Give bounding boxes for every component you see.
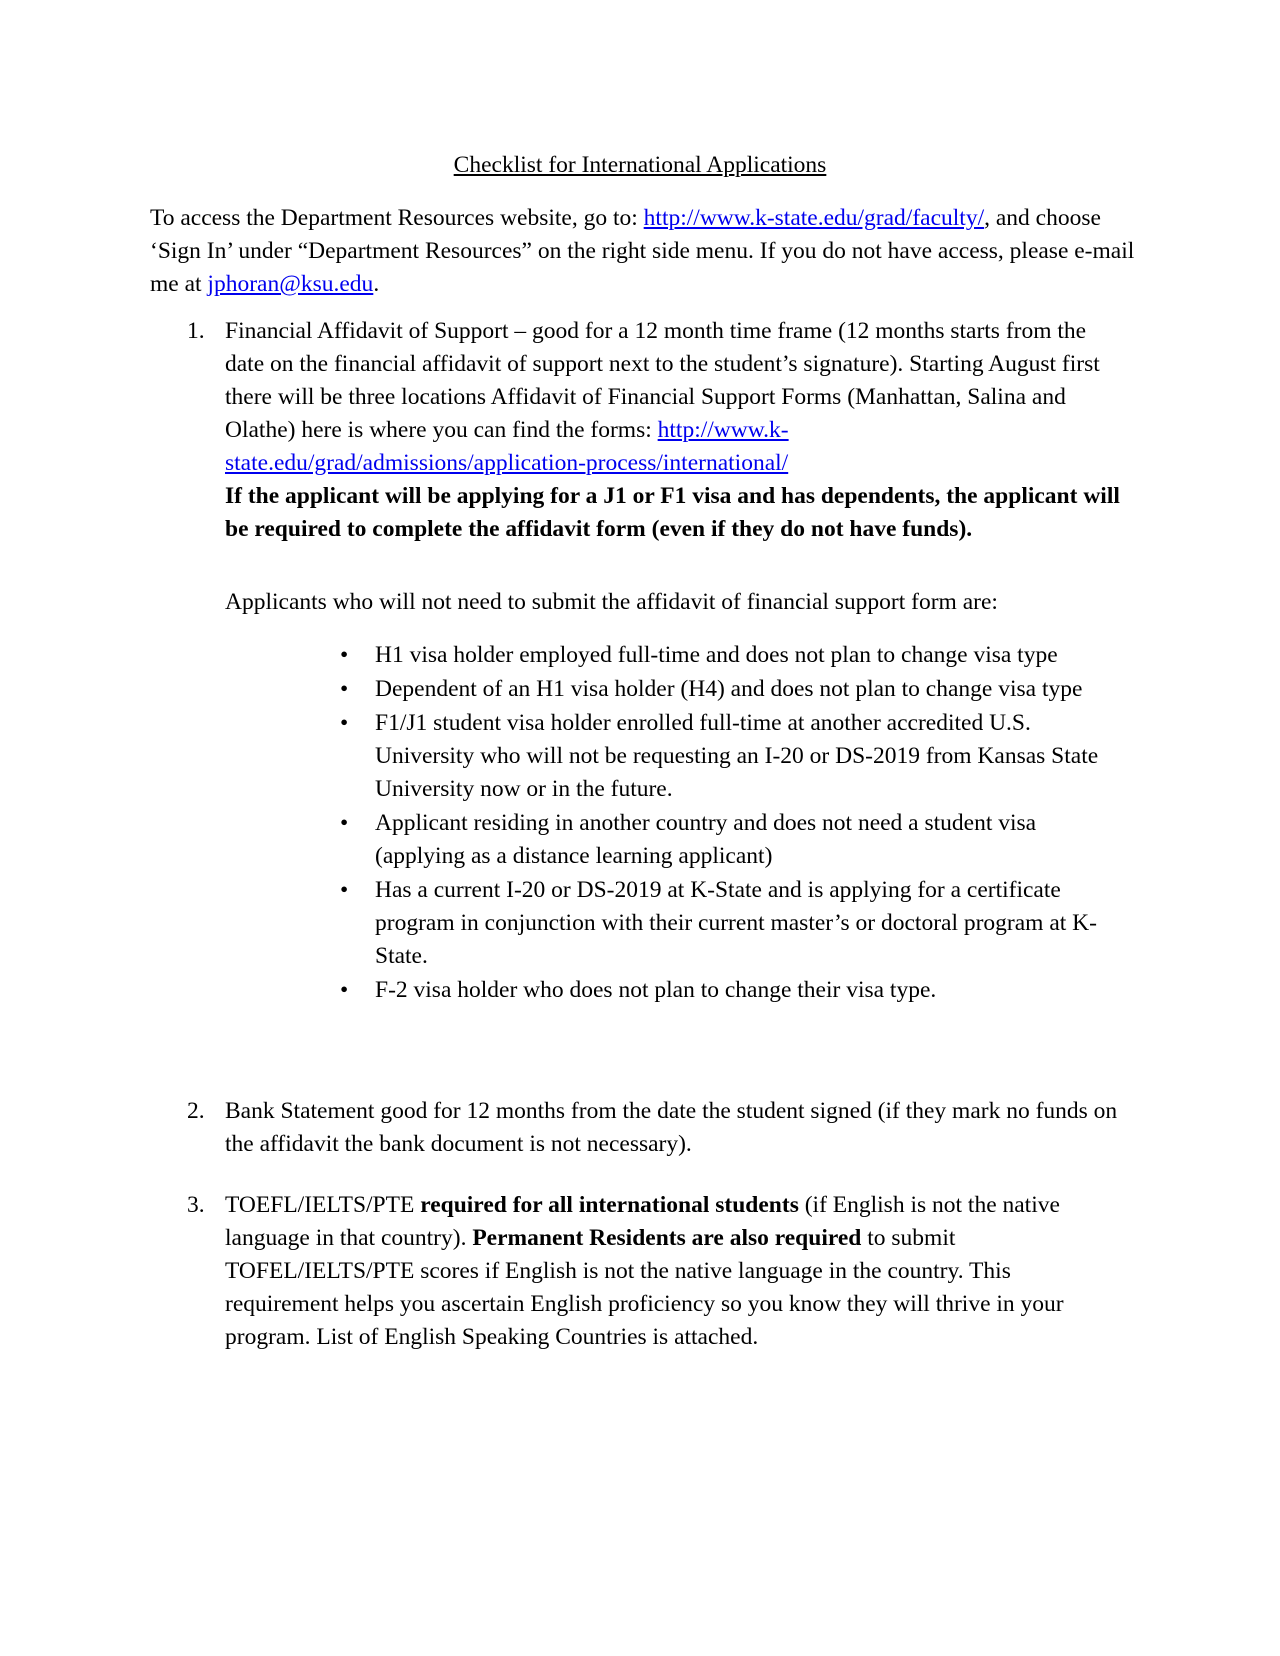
list-item <box>340 673 1125 706</box>
list-item-text: F-2 visa holder who does not plan to change their visa type. <box>375 977 937 1003</box>
intro-text-3: . <box>373 271 380 297</box>
list-item <box>340 707 1125 806</box>
item-description: Bank Statement good for 12 months from the date the student signed (if they mark no funds on the affidavit the bank document is not necessary). <box>225 1098 1118 1157</box>
list-item-text: Has a current I-20 or DS-2019 at K-State and is applying for a certificate program in conjunction with their current master’s or doctoral program at K-State. <box>375 877 1097 969</box>
item-english-proficiency <box>225 1189 1130 1354</box>
bullet-icon: • <box>340 977 349 1003</box>
bullet-icon: • <box>340 676 349 702</box>
intro-paragraph <box>150 202 1140 301</box>
list-item-text: Applicant residing in another country and does not need a student visa (applying as a distance learning applicant) <box>375 810 1037 869</box>
dependents-note: If the applicant will be applying for a J1 or F1 visa and has dependents, the applicant will be required to complete the affidavit form (even if they do not have funds). <box>225 483 1120 542</box>
item-text-segment: to submit TOFEL/IELTS/PTE scores if English is not the native language in the country. This requirement helps you ascertain English proficiency so you know they will thrive in your program. List of English Speaking Countries is attached. <box>225 1225 1064 1350</box>
item-number: 3. <box>187 1192 205 1218</box>
international-forms-link[interactable]: http://www.k-state.edu/grad/admissions/application-process/international/ <box>225 417 789 476</box>
list-item <box>340 874 1125 973</box>
item-number: 1. <box>187 318 205 344</box>
bullet-icon: • <box>340 642 349 668</box>
exempt-intro: Applicants who will not need to submit the affidavit of financial support form are: <box>225 589 998 615</box>
list-item <box>340 807 1125 873</box>
item-bold-segment: required for all international students <box>420 1192 799 1218</box>
bullet-icon: • <box>340 810 349 836</box>
bullet-icon: • <box>340 710 349 736</box>
faculty-resources-link[interactable]: http://www.k-state.edu/grad/faculty/ <box>643 205 985 231</box>
item-number: 2. <box>187 1098 205 1124</box>
exempt-list <box>340 639 1125 1008</box>
bullet-icon: • <box>340 877 349 903</box>
list-item <box>340 639 1125 672</box>
list-item-text: F1/J1 student visa holder enrolled full-time at another accredited U.S. University who will not be requesting an I-20 or DS-2019 from Kansas State University now or in the future. <box>375 710 1099 802</box>
list-item-text: H1 visa holder employed full-time and does not plan to change visa type <box>375 642 1058 668</box>
item-text-segment: TOEFL/IELTS/PTE <box>225 1192 421 1218</box>
contact-email-link[interactable]: jphoran@ksu.edu <box>207 271 374 297</box>
intro-text-1: To access the Department Resources website, go to: <box>150 205 644 231</box>
item-bold-segment: Permanent Residents are also required <box>472 1225 862 1251</box>
page-title: Checklist for International Applications <box>453 152 827 178</box>
intro-text-2: , and choose ‘Sign In’ under “Department Resources” on the right side menu. If you do not have access, please e-mail me at <box>150 205 1135 297</box>
item-description: Financial Affidavit of Support – good for a 12 month time frame (12 months starts from the date on the financial affidavit of support next to the student’s signature). Starting August first there will be three locations Affidavit of Financial Support Forms (Manhattan, Salina and Olathe) here is where you can find the forms: <box>225 318 1100 443</box>
item-text <box>225 315 1130 480</box>
list-item-text: Dependent of an H1 visa holder (H4) and does not plan to change visa type <box>375 676 1083 702</box>
list-item <box>340 974 1125 1007</box>
item-bank-statement <box>225 1095 1130 1161</box>
item-financial-affidavit <box>225 315 1130 546</box>
exempt-section <box>225 586 1130 619</box>
item-description <box>225 1189 1130 1354</box>
item-text-segment: (if English is not the native language in that country). <box>225 1192 1060 1251</box>
